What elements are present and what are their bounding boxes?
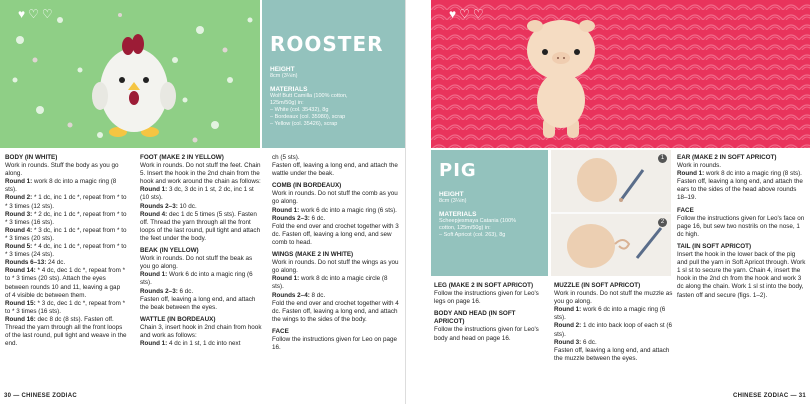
round-label: Rounds 2–3: — [140, 202, 178, 210]
instruction-line: Follow the instructions given for Leo's face on page 16, but sew two nostrils on the nose, 1 dc high. — [677, 214, 805, 238]
instructions-column — [677, 154, 807, 300]
heart-icon: ♥ — [449, 7, 457, 21]
page-footer: CHINESE ZODIAC — 31 — [732, 393, 806, 399]
round-label: Round 1: — [140, 271, 168, 279]
heart-outline-icon: ♡ — [459, 7, 470, 21]
round-label: Round 15: — [5, 299, 36, 307]
step-photo — [551, 214, 671, 276]
step-2-illustration — [551, 214, 671, 276]
instruction-line: Round 1: work 8 dc into a magic ring (8 sts). — [5, 178, 117, 194]
instruction-line: Work in rounds. Do not stuff the comb as you go along. — [272, 190, 398, 206]
round-label: Round 1: — [5, 178, 33, 186]
pattern-title: PIG — [439, 160, 477, 181]
instruction-line: Round 3: 6 dc. — [554, 338, 597, 346]
page-footer: 30 — CHINESE ZODIAC — [4, 393, 78, 399]
height-value: 8cm (3¼in) — [270, 73, 298, 79]
pig-illustration — [431, 0, 810, 148]
instruction-line: Follow the instructions given for Leo's body and head on page 16. — [434, 326, 539, 342]
instruction-line: Fasten off, leaving a long end, and attach the wattle under the beak. — [272, 162, 398, 178]
round-label: Round 3: — [554, 338, 582, 346]
instruction-line: Rounds 2–3: 6 dc. — [272, 214, 326, 222]
instruction-line: Round 1: 4 dc in 1 st, 1 dc into next — [140, 340, 241, 348]
step-number: 1 — [658, 154, 667, 163]
instruction-line: Chain 3, insert hook in 2nd chain from hook and work as follows: — [140, 323, 262, 339]
round-label: Round 1: — [554, 306, 582, 314]
materials-line: – Soft Apricot (col. 263), 8g — [439, 232, 506, 238]
instruction-line: Round 1: work 6 dc into a magic ring (6 sts). — [554, 306, 666, 322]
instruction-line: Round 1: Work 6 dc into a magic ring (6 sts). — [140, 271, 253, 287]
materials-line: Scheepjesmaya Catania (100% — [439, 218, 517, 224]
step-1-illustration — [551, 150, 671, 212]
step-photos — [551, 150, 671, 276]
instruction-line: Follow the instructions given for Leo on page 16. — [272, 335, 397, 352]
heart-outline-icon: ♡ — [472, 7, 484, 21]
section-heading: WINGS (MAKE 2 IN WHITE) — [272, 251, 354, 259]
instruction-line: Insert the hook in the lower back of the pig and pull the yarn in Soft Apricot through. Work 1 sl st to secure the yarn. Chain 4, insert the hook in the 2nd ch from the hook and work 3 dc along the chain. Work 1 sl st into the body, fasten off and secure (figs. 1–2). — [677, 251, 806, 299]
round-label: Round 16: — [5, 315, 36, 323]
pig-photo — [431, 0, 810, 148]
instruction-line: Round 15: * 3 dc, dec 1 dc *, repeat from * to * 3 times (16 sts). — [5, 299, 126, 315]
round-label: Rounds 2–3: — [140, 287, 178, 295]
difficulty-hearts — [18, 8, 53, 20]
section-heading: LEG (MAKE 2 IN SOFT APRICOT) — [434, 282, 534, 289]
materials-line: – Bordeaux (col. 35980), scrap — [270, 114, 346, 120]
section-heading: BEAK (IN YELLOW) — [140, 247, 199, 255]
materials-line: 125m/50g) in: — [270, 100, 304, 106]
materials-line: – Yellow (col. 35426), scrap — [270, 121, 338, 127]
instructions-column — [434, 282, 546, 343]
instruction-line: Work in rounds. Do not stuff the feet. Chain 5. Insert the hook in the 2nd chain from the hook and work around the chain as follows: — [140, 162, 261, 186]
materials-line: Wolf Butt Camilla (100% cotton, — [270, 93, 348, 99]
rooster-illustration — [0, 0, 260, 148]
instruction-line: Round 16: dec 8 dc (8 sts). Fasten off. Thread the yarn through all the front loops of the last round, pull tight and weave in the end. — [5, 315, 127, 348]
section-heading: FOOT (MAKE 2 IN YELLOW) — [140, 154, 224, 161]
instruction-line: Work in rounds. Stuff the body as you go along. — [5, 162, 119, 178]
materials-label: MATERIALS — [439, 211, 477, 218]
round-label: Round 1: — [140, 186, 168, 194]
round-label: Round 14: — [5, 267, 36, 275]
section-heading: WATTLE (IN BORDEAUX) — [140, 315, 216, 323]
round-label: Round 4: — [140, 210, 168, 218]
section-heading: BODY AND HEAD (IN SOFT APRICOT) — [434, 310, 516, 326]
height-label: HEIGHT — [439, 191, 464, 198]
instruction-line: Rounds 2–3: 10 dc. — [140, 202, 197, 210]
section-heading: MUZZLE (IN SOFT APRICOT) — [554, 282, 641, 289]
instruction-line: Work in rounds. — [677, 162, 721, 170]
materials-label: MATERIALS — [270, 86, 308, 93]
instruction-line: Round 3: * 2 dc, inc 1 dc *, repeat from * to * 3 times (16 sts). — [5, 210, 127, 226]
instruction-line: Rounds 2–4: 8 dc. — [272, 291, 326, 299]
instruction-line: Round 1: 3 dc, 3 dc in 1 st, 2 dc, inc 1 st (10 sts). — [140, 186, 254, 202]
instruction-line: Follow the instructions given for Leo's legs on page 16. — [434, 290, 539, 306]
materials-line: – White (col. 35432), 8g — [270, 107, 329, 113]
round-label: Rounds 2–3: — [272, 214, 310, 222]
round-label: Rounds 2–4: — [272, 291, 310, 299]
round-label: Round 1: — [272, 275, 300, 283]
height-value: 8cm (3¼in) — [439, 198, 467, 204]
rooster-photo — [0, 0, 260, 148]
instruction-line: Work in rounds. Do not stuff the muzzle as you go along. — [554, 290, 673, 306]
section-heading: TAIL (IN SOFT APRICOT) — [677, 242, 752, 250]
round-label: Round 1: — [140, 340, 168, 348]
heart-icon: ♥ — [18, 7, 26, 21]
round-label: Round 5: — [5, 243, 33, 251]
section-heading: EAR (MAKE 2 IN SOFT APRICOT) — [677, 154, 777, 161]
instruction-line: Fold the end over and crochet together with 3 dc. Fasten off, leaving a long end, and sew comb to head. — [272, 222, 399, 246]
instruction-line: ch (5 sts). — [272, 154, 300, 161]
section-heading: FACE — [677, 206, 694, 214]
step-photo — [551, 150, 671, 212]
instruction-line: Round 14: * 4 dc, dec 1 dc *, repeat from * to * 3 times (20 sts). Attach the eyes between rounds 10 and 11, leaving a gap of 4 visible dc between them. — [5, 267, 126, 299]
round-label: Round 1: — [272, 206, 300, 214]
materials-list — [270, 93, 397, 128]
instruction-line: Fasten off, leaving a long end, and attach the beak between the eyes. — [140, 295, 256, 311]
instruction-line: Fold the end over and crochet together with 4 dc. Fasten off, leaving a long end, and attach the wings to the sides of the body. — [272, 299, 399, 323]
round-label: Round 2: — [5, 194, 33, 202]
instruction-line: Round 4: dec 1 dc 5 times (5 sts). Fasten off. Thread the yarn through all the front loops of the last round, pull tight and attach the feet under the body. — [140, 210, 261, 242]
height-label: HEIGHT — [270, 66, 295, 73]
heart-outline-icon: ♡ — [41, 7, 53, 21]
instruction-line: Round 1: work 6 dc into a magic ring (6 sts). — [272, 206, 397, 214]
instruction-line: Fasten off, leaving a long end, and attach the ears to the sides of the head above rounds 18–19. — [677, 178, 803, 202]
section-heading: COMB (IN BORDEAUX) — [272, 182, 342, 190]
instructions-column — [272, 154, 400, 352]
rooster-info-box — [262, 0, 405, 148]
materials-line: cotton, 125m/50g) in: — [439, 225, 491, 231]
instruction-line: Round 2: 1 dc into back loop of each st (6 sts). — [554, 322, 672, 338]
round-label: Round 1: — [677, 170, 705, 178]
instructions-column — [554, 282, 674, 363]
instructions-column — [140, 154, 262, 348]
round-label: Round 3: — [5, 210, 33, 218]
instruction-line: Work in rounds. Do not stuff the wings as you go along. — [272, 259, 399, 275]
pattern-title: ROOSTER — [270, 32, 384, 56]
instruction-line: Fasten off, leaving a long end, and attach the muzzle between the eyes. — [554, 346, 670, 362]
instruction-line: Round 2: * 1 dc, inc 1 dc *, repeat from * to * 3 times (12 sts). — [5, 194, 127, 210]
instruction-line: Round 1: work 8 dc into a magic circle (8 sts). — [272, 275, 388, 291]
instruction-line: Round 4: * 3 dc, inc 1 dc *, repeat from * to * 3 times (20 sts). — [5, 226, 127, 242]
difficulty-hearts — [449, 8, 484, 20]
section-heading: BODY (IN WHITE) — [5, 154, 58, 161]
instruction-line: Work in rounds. Do not stuff the beak as you go along. — [140, 255, 253, 271]
instruction-line: Rounds 2–3: 6 dc. — [140, 287, 194, 295]
right-page — [405, 0, 810, 404]
round-label: Round 4: — [5, 226, 33, 234]
round-label: Rounds 6–13: — [5, 259, 47, 267]
round-label: Round 2: — [554, 322, 582, 330]
instruction-line: Round 5: * 4 dc, inc 1 dc *, repeat from * to * 3 times (24 sts). — [5, 243, 127, 259]
instructions-column — [5, 154, 127, 348]
section-heading: FACE — [272, 327, 289, 335]
heart-outline-icon: ♡ — [28, 7, 39, 21]
instruction-line: Rounds 6–13: 24 dc. — [5, 259, 66, 267]
instruction-line: Round 1: work 8 dc into a magic ring (8 sts). — [677, 170, 802, 178]
materials-list — [439, 218, 540, 239]
step-number: 2 — [658, 218, 667, 227]
pig-info-box — [431, 150, 548, 276]
